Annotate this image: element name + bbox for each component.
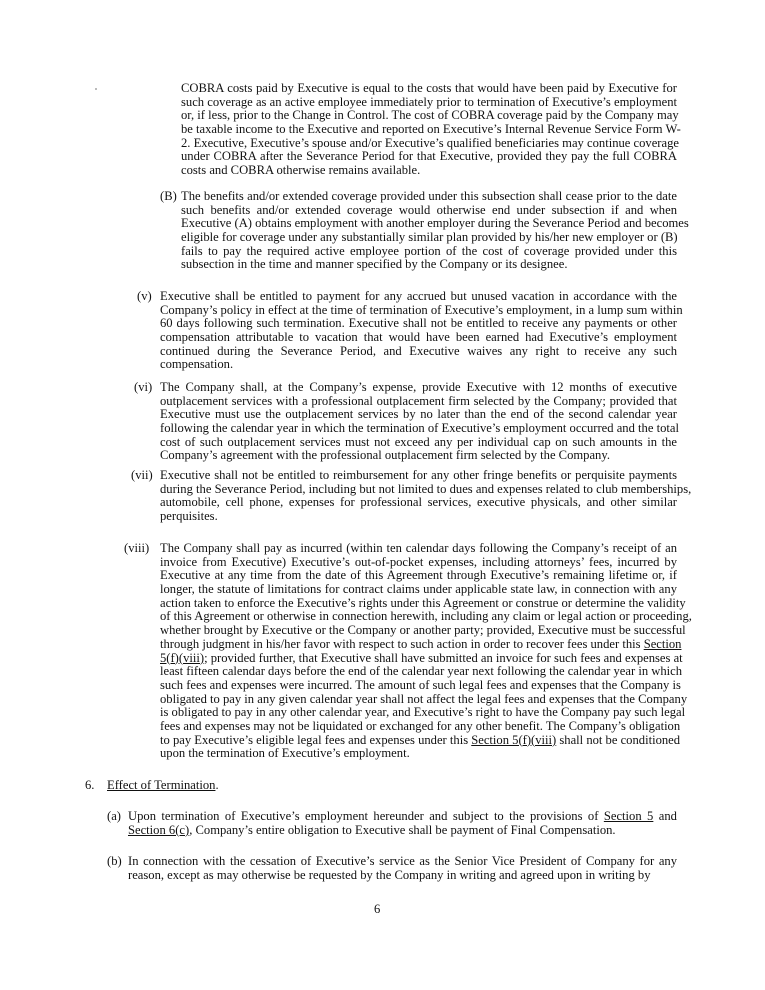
text-segment: ; provided further, that Executive shall have submitted an invoice for such fees and expenses at — [204, 650, 683, 665]
text-line: The benefits and/or extended coverage provided under this subsection shall cease prior to the date — [181, 189, 677, 203]
text-line — [160, 732, 681, 748]
text-line: whether brought by Executive or the Company or another party; provided, Executive must be successful — [160, 623, 686, 638]
text-segment: shall not be conditioned — [556, 732, 681, 747]
clause-label: (a) — [107, 809, 121, 823]
text-line: Executive shall not be entitled to reimbursement for any other fringe benefits or perquisite payments — [160, 468, 677, 482]
text-line: be taxable income to the Executive and reported on Executive’s Internal Revenue Service Form W- — [181, 122, 681, 137]
text-line: or, if less, prior to the Change in Control. The cost of COBRA coverage paid by the Company may — [181, 108, 679, 123]
text-line: least fifteen calendar days before the end of the calendar year next following the calendar year in which — [160, 664, 683, 679]
section-reference-link: Section 5 — [603, 809, 654, 823]
text-line: compensation. — [160, 357, 234, 372]
section-reference-link: Section — [643, 636, 682, 651]
section-reference-link: Section 6(c) — [128, 822, 190, 837]
clause-label: (vii) — [131, 468, 153, 482]
text-line: under COBRA after the Severance Period for that Executive, provided they pay the full COBRA — [181, 149, 677, 164]
text-line: of this Agreement or otherwise in connection herewith, including any claim or legal action or proceeding, — [160, 609, 692, 624]
text-line — [160, 636, 682, 652]
text-line — [128, 824, 677, 838]
text-line: 60 days following such termination. Executive shall not be entitled to receive any payments or other — [160, 316, 677, 331]
section-reference-link: 5(f)(viii) — [160, 650, 205, 665]
text-line: compensation attributable to vacation that would have been earned had Executive’s employment — [160, 330, 677, 345]
text-line — [128, 810, 677, 824]
text-line: upon the termination of Executive’s employment. — [160, 746, 410, 761]
text-line: automobile, cell phone, expenses for professional services, executive physicals, and other similar — [160, 495, 677, 510]
text-line: 2. Executive, Executive’s spouse and/or Executive’s qualified beneficiaries may continue coverage — [181, 135, 679, 150]
section-reference-link: Section 5(f)(viii) — [471, 732, 557, 747]
text-line: during the Severance Period, including but not limited to dues and expenses related to club memberships, — [160, 481, 692, 496]
text-line — [107, 779, 219, 793]
text-segment: and — [653, 809, 677, 823]
text-line: cost of such outplacement services must not exceed any per individual cap on such amounts in the — [160, 434, 677, 449]
clause-label: (v) — [137, 289, 152, 303]
text-line: outplacement services with a professional outplacement firm selected by the Company; provided that — [160, 393, 677, 408]
text-line: action taken to enforce the Executive’s rights under this Agreement or construe or determine the validity — [160, 595, 686, 610]
clause-label: (B) — [160, 189, 177, 203]
text-segment: to pay Executive’s eligible legal fees and expenses under this — [160, 732, 472, 747]
text-line: subsection in the time and manner specified by the Company or its designee. — [181, 257, 568, 272]
text-segment: , Company’s entire obligation to Executive shall be payment of Final Compensation. — [189, 822, 616, 837]
text-line: such fees and expenses were incurred. The amount of such legal fees and expenses that the Company is — [160, 677, 681, 692]
text-line: costs and COBRA otherwise remains available. — [181, 163, 421, 178]
clause-label: 6. — [85, 778, 95, 792]
text-line: following the calendar year in which the termination of Executive’s employment occurred and the total — [160, 421, 679, 436]
clause-label: (b) — [107, 854, 122, 868]
clause-label: (vi) — [134, 380, 153, 394]
text-line: continued during the Severance Period, and Executive waives any right to receive any such — [160, 343, 677, 358]
text-line: longer, the statute of limitations for contract claims under applicable state law, in connection with any — [160, 582, 677, 597]
text-line: perquisites. — [160, 509, 218, 524]
text-segment: Upon termination of Executive’s employment hereunder and subject to the provisions of — [128, 809, 604, 823]
clause-label: (viii) — [124, 541, 150, 555]
text-line: fails to pay the required active employee portion of the cost of coverage provided under this — [181, 243, 677, 258]
text-line: invoice from Executive) Executive’s out-of-pocket expenses, including attorneys’ fees, incurred by — [160, 554, 677, 569]
text-line: COBRA costs paid by Executive is equal to the costs that would have been paid by Executive for — [181, 81, 677, 95]
text-line: obligated to pay in any given calendar year shall not affect the legal fees and expenses that the Company — [160, 691, 688, 706]
page-number: 6 — [374, 902, 381, 916]
text-line: The Company shall, at the Company’s expense, provide Executive with 12 months of executive — [160, 380, 677, 394]
text-line: fees and expenses may not be liquidated or exchanged for any other benefit. The Company’s obligation — [160, 718, 681, 733]
text-line: reason, except as may otherwise be requested by the Company in writing and agreed upon in writing by — [128, 867, 651, 882]
text-segment: through judgment in his/her favor with respect to such action in order to recover fees under this — [160, 636, 644, 651]
text-line: is obligated to pay in any other calendar year, and Executive’s right to have the Company pay such legal — [160, 705, 686, 720]
text-line: Executive (A) obtains employment with another employer during the Severance Period and becomes — [181, 216, 689, 231]
text-line: The Company shall pay as incurred (within ten calendar days following the Company’s receipt of an — [160, 541, 677, 555]
text-line: Company’s agreement with the professional outplacement firm selected by the Company. — [160, 448, 610, 463]
text-line: In connection with the cessation of Executive’s service as the Senior Vice President of Company for any — [128, 854, 677, 868]
section-reference-link: Effect of Termination — [107, 778, 216, 792]
text-segment: . — [215, 778, 219, 792]
text-line: Company’s policy in effect at the time of termination of Executive’s employment, in a lump sum within — [160, 302, 683, 317]
text-line: such benefits and/or extended coverage would otherwise end under subsection if and when — [181, 202, 677, 217]
text-line: Executive must use the outplacement services by no later than the end of the second calendar year — [160, 407, 677, 422]
text-line: such coverage as an active employee immediately prior to termination of Executive’s employment — [181, 94, 677, 109]
text-line: eligible for coverage under any substantially similar plan provided by his/her new employer or (B) — [181, 230, 678, 245]
text-line — [160, 650, 683, 666]
text-line: Executive shall be entitled to payment for any accrued but unused vacation in accordance with the — [160, 289, 677, 303]
text-line: Executive at any time from the date of this Agreement through Executive’s remaining lifetime or, if — [160, 568, 677, 583]
scan-speck — [95, 88, 97, 90]
